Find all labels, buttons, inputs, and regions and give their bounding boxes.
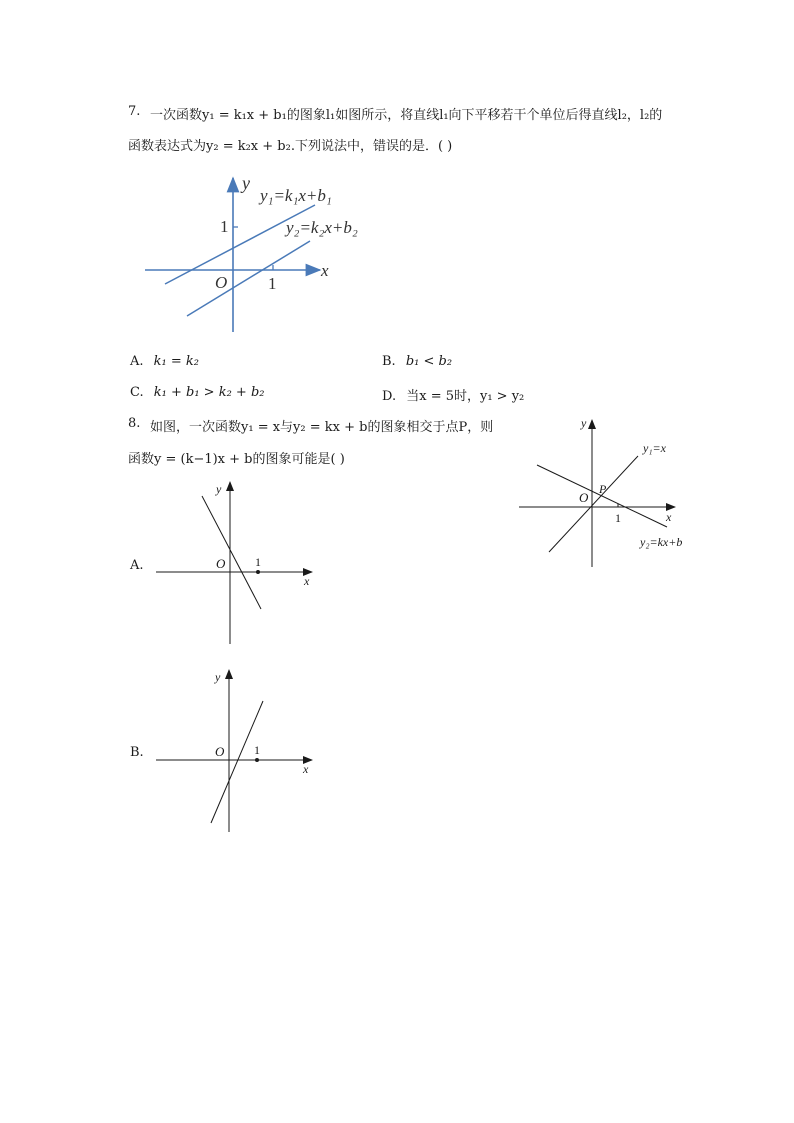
q7-tick-x-label: 1 [268,274,277,293]
q7-option-b-text: b₁ < b₂ [405,354,453,369]
q8-tick-x-label: 1 [615,511,621,525]
q7-x-label: x [321,261,329,280]
q8a-line [202,496,261,609]
q8b-point-1 [255,758,259,762]
q8b-y-label: y [215,670,221,684]
q7-stem-line1: 一次函数y₁ = k₁x + b₁的图象l₁如图所示，将直线l₁向下平移若干个单位后得直线l₂，l₂的 [150,108,663,123]
q8-line-y2 [537,465,667,527]
q8b-line [211,701,263,823]
q8a-x-label: x [304,574,310,588]
q7-origin-label: O [215,273,228,292]
q7-number: 7. [128,104,141,119]
q7-option-c[interactable] [130,385,264,400]
q7-option-c-letter: C. [130,385,144,400]
q7-y-label: y [242,173,250,193]
q8-y2-label: y₂=kx+b [640,535,683,549]
q8-x-label: x [666,510,672,524]
q8a-origin-label: O [216,556,226,571]
q8a-point-1 [256,570,260,574]
q8-line-y1 [549,456,638,552]
q7-line-l1 [165,205,315,284]
q7-option-a-letter: A. [130,354,144,369]
q7-line-l2 [187,241,310,316]
q8-option-a-letter[interactable]: A. [130,558,144,573]
q7-l1-label: y₁=k₁x+b₁ [260,186,332,205]
q7-tick-y-label: 1 [220,217,229,236]
q8b-x-label: x [303,762,309,776]
q8-stem-line1: 如图，一次函数y₁ = x与y₂ = kx + b的图象相交于点P，则 [150,420,494,435]
q8-origin-label: O [579,490,589,505]
q8-y-label: y [581,416,587,430]
q8-option-b-letter[interactable]: B. [130,745,144,760]
q7-option-a-text: k₁ = k₂ [153,354,200,369]
q7-stem-line2: 函数表达式为y₂ = k₂x + b₂.下列说法中，错误的是．( ) [128,139,453,154]
q7-option-b-letter: B. [382,354,396,369]
q8a-tick-label: 1 [255,555,261,569]
q7-option-a[interactable] [130,354,199,369]
q7-option-d-letter: D. [382,389,397,404]
q8a-y-label: y [216,482,222,496]
q8-option-a-figure[interactable] [150,478,320,648]
q8-figure [515,415,700,575]
q8-option-b-figure[interactable] [150,666,320,836]
q7-option-c-text: k₁ + b₁ > k₂ + b₂ [153,385,265,400]
q7-option-d-text: 当x = 5时，y₁ > y₂ [406,389,525,404]
q7-option-b[interactable] [382,354,452,369]
q8b-origin-label: O [215,744,225,759]
q7-l2-label: y₂=k₂x+b₂ [286,218,358,237]
q8-point-label: P [599,482,607,496]
q8-number: 8. [128,416,141,431]
q8-y1-label: y₁=x [643,441,666,455]
q7-figure [140,170,380,340]
q8-stem-line2: 函数y = (k−1)x + b的图象可能是( ) [128,452,345,467]
q7-option-d[interactable] [382,385,524,404]
q8b-tick-label: 1 [254,743,260,757]
